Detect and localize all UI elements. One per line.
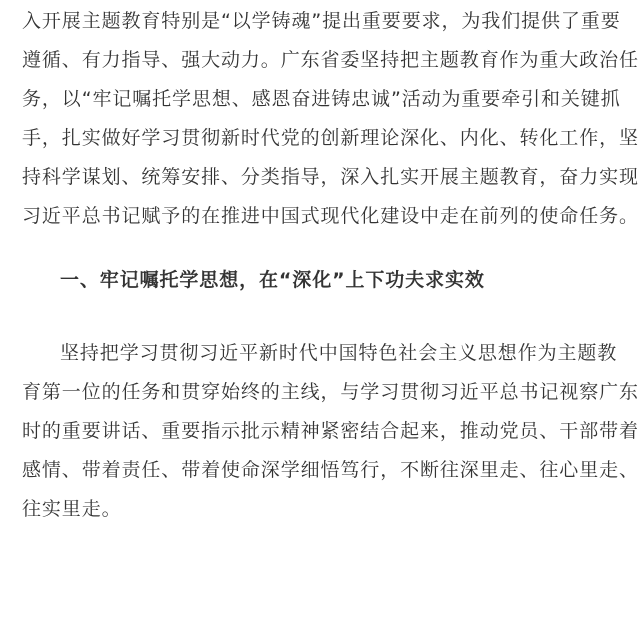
article-body <box>22 0 639 529</box>
paragraph-line: 往实里走。 <box>22 498 122 520</box>
paragraph-line: 手，扎实做好学习贯彻新时代党的创新理论深化、内化、转化工作，坚 <box>22 127 639 149</box>
paragraph-line: 遵循、有力指导、强大动力。广东省委坚持把主题教育作为重大政治任 <box>22 49 639 71</box>
paragraph-line: 时的重要讲话、重要指示批示精神紧密结合起来，推动党员、干部带着 <box>22 420 639 442</box>
paragraph-line: 持科学谋划、统筹安排、分类指导，深入扎实开展主题教育，奋力实现 <box>22 166 639 188</box>
section-paragraph <box>22 334 639 529</box>
paragraph-line: 坚持把学习贯彻习近平新时代中国特色社会主义思想作为主题教 <box>60 342 618 364</box>
paragraph-line: 入开展主题教育特别是“以学铸魂”提出重要要求，为我们提供了重要 <box>22 10 621 32</box>
paragraph-line: 育第一位的任务和贯穿始终的主线，与学习贯彻习近平总书记视察广东 <box>22 381 639 403</box>
section-heading: 一、牢记嘱托学思想，在“深化”上下功夫求实效 <box>60 269 485 291</box>
paragraph-line: 习近平总书记赋予的在推进中国式现代化建设中走在前列的使命任务。 <box>22 205 639 227</box>
paragraph-line: 感情、带着责任、带着使命深学细悟笃行，不断往深里走、往心里走、 <box>22 459 639 481</box>
intro-paragraph <box>22 2 639 236</box>
paragraph-line: 务，以“牢记嘱托学思想、感恩奋进铸忠诚”活动为重要牵引和关键抓 <box>22 88 621 110</box>
